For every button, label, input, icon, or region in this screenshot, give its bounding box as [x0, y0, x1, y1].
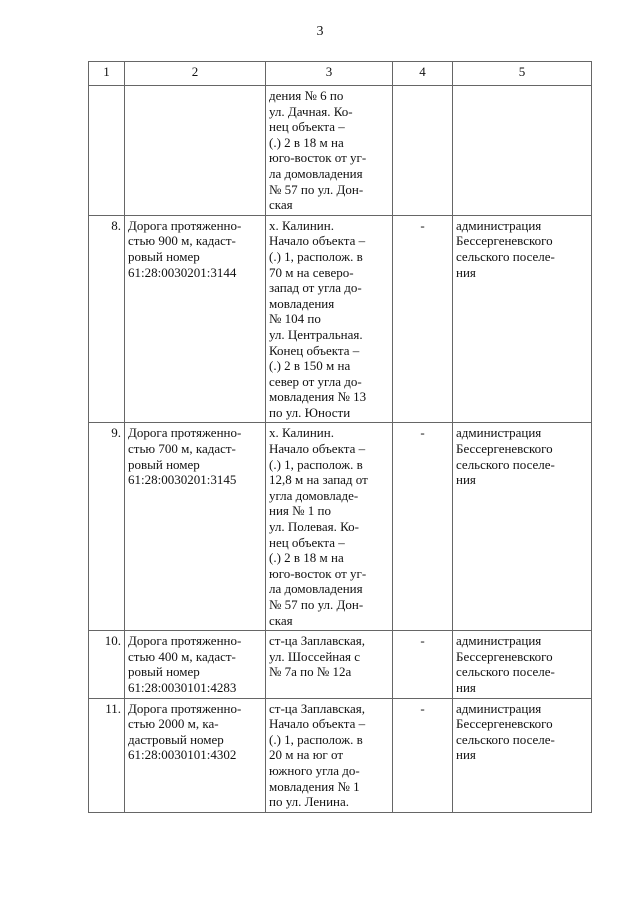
object-location: ст-ца Заплавская, Начало объекта – (.) 1, располож. в 20 м на юг от южного угла до- мовладения № 1 по ул. Ленина.	[266, 698, 393, 812]
column-4-value: -	[393, 423, 453, 631]
header-cell-4: 4	[393, 62, 453, 86]
table-row	[89, 698, 592, 812]
object-owner: администрация Бессергеневского сельского поселе- ния	[453, 698, 592, 812]
table-header-row	[89, 62, 592, 86]
object-location: ст-ца Заплавская, ул. Шоссейная с № 7а по № 12а	[266, 631, 393, 698]
header-cell-2: 2	[125, 62, 266, 86]
object-description: Дорога протяженно- стью 900 м, кадаст- ровый номер 61:28:0030201:3144	[125, 215, 266, 423]
table-row	[89, 86, 592, 216]
header-cell-1: 1	[89, 62, 125, 86]
object-description: Дорога протяженно- стью 700 м, кадаст- ровый номер 61:28:0030201:3145	[125, 423, 266, 631]
object-owner: администрация Бессергеневского сельского поселе- ния	[453, 215, 592, 423]
object-location: х. Калинин. Начало объекта – (.) 1, располож. в 12,8 м на запад от угла домовладе- ния № 1 по ул. Полевая. Ко- нец объекта – (.) 2 в 18 м на юго-восток от уг- ла домовладения № 57 по ул. Дон- ская	[266, 423, 393, 631]
object-description: Дорога протяженно- стью 2000 м, ка- дастровый номер 61:28:0030101:4302	[125, 698, 266, 812]
row-number: 9.	[89, 423, 125, 631]
header-cell-5: 5	[453, 62, 592, 86]
row-number: 11.	[89, 698, 125, 812]
column-4-value: -	[393, 631, 453, 698]
column-4-value	[393, 86, 453, 216]
object-location: дения № 6 по ул. Дачная. Ко- нец объекта – (.) 2 в 18 м на юго-восток от уг- ла домовладения № 57 по ул. Дон- ская	[266, 86, 393, 216]
object-owner	[453, 86, 592, 216]
row-number: 10.	[89, 631, 125, 698]
page-number: 3	[316, 24, 324, 39]
object-description	[125, 86, 266, 216]
table-row	[89, 631, 592, 698]
header-cell-3: 3	[266, 62, 393, 86]
column-4-value: -	[393, 215, 453, 423]
document-table	[88, 61, 592, 813]
column-4-value: -	[393, 698, 453, 812]
row-number	[89, 86, 125, 216]
row-number: 8.	[89, 215, 125, 423]
object-owner: администрация Бессергеневского сельского поселе- ния	[453, 423, 592, 631]
table-row	[89, 215, 592, 423]
object-owner: администрация Бессергеневского сельского поселе- ния	[453, 631, 592, 698]
table-row	[89, 423, 592, 631]
object-description: Дорога протяженно- стью 400 м, кадаст- ровый номер 61:28:0030101:4283	[125, 631, 266, 698]
object-location: х. Калинин. Начало объекта – (.) 1, располож. в 70 м на северо- запад от угла до- мовладения № 104 по ул. Центральная. Конец объекта – (.) 2 в 150 м на север от угла до- мовладения № 13 по ул. Юности	[266, 215, 393, 423]
